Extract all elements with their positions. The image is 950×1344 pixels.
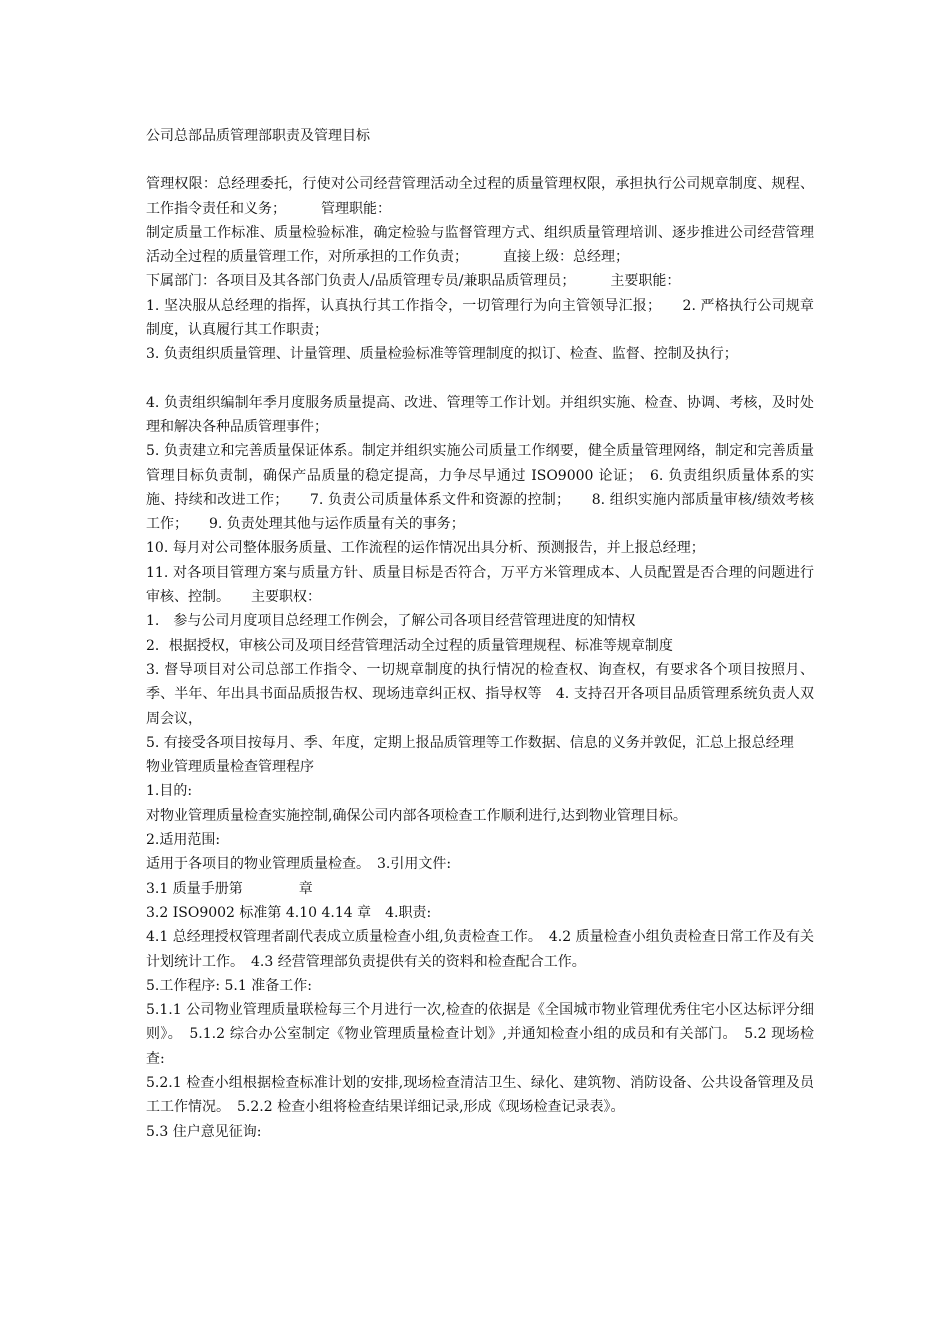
procedure-purpose-heading: 1.目的: [146, 783, 193, 800]
paragraph-power-3-4: 3. 督导项目对公司总部工作指令、一切规章制度的执行情况的检查权、询查权，有要求各个项目按照月、季、半年、年出具书面品质报告权、现场违章纠正权、指导权等 4. 支持召开各项目品质管理系统负责人双周会议， [146, 661, 814, 727]
procedure-workflow-heading: 5.工作程序: 5.1 准备工作: [146, 977, 312, 994]
procedure-scope-heading: 2.适用范围: [146, 832, 221, 849]
procedure-purpose-text: 对物业管理质量检查实施控制,确保公司内部各项检查工作顺利进行,达到物业管理目标。 [146, 807, 687, 824]
procedure-heading: 物业管理质量检查管理程序 [146, 759, 314, 776]
paragraph-power-2: 2．根据授权，审核公司及项目经营管理活动全过程的质量管理规程、标准等规章制度 [146, 637, 673, 654]
paragraph-duty-5-9: 5. 负责建立和完善质量保证体系。制定并组织实施公司质量工作纲要，健全质量管理网络，制定和完善质量管理目标负责制，确保产品质量的稳定提高，力争尽早通过 ISO9000 论证； 6. 负责组织质量体系的实施、持续和改进工作； 7. 负责公司质量体系文件和资源的控制； 8. 组织实施内部质量审核/绩效考核工作； 9. 负责处理其他与运作质量有关的事务； [146, 443, 814, 533]
document-title: 公司总部品质管理部职责及管理目标 [146, 128, 370, 144]
procedure-scope-text: 适用于各项目的物业管理质量检查。 3.引用文件: [146, 856, 452, 873]
procedure-responsibilities: 4.1 总经理授权管理者副代表成立质量检查小组,负责检查工作。 4.2 质量检查小组负责检查日常工作及有关计划统计工作。 4.3 经营管理部负责提供有关的资料和检查配合工作。 [146, 929, 814, 970]
paragraph-duty-10: 10. 每月对公司整体服务质量、工作流程的运作情况出具分析、预测报告，并上报总经理； [146, 540, 705, 557]
procedure-step-5-1: 5.1.1 公司物业管理质量联检每三个月进行一次,检查的依据是《全国城市物业管理优秀住宅小区达标评分细则》。 5.1.2 综合办公室制定《物业管理质量检查计划》,并通知检查小组的成员和有关部门。 5.2 现场检查: [146, 1002, 814, 1067]
document-page [146, 124, 814, 1144]
paragraph-subordinates: 下属部门：各项目及其各部门负责人/品质管理专员/兼职品质管理员； 主要职能： [146, 273, 681, 290]
procedure-ref-3-1: 3.1 质量手册第 章 [146, 880, 313, 897]
procedure-step-5-2: 5.2.1 检查小组根据检查标准计划的安排,现场检查清洁卫生、绿化、建筑物、消防设备、公共设备管理及员工工作情况。 5.2.2 检查小组将检查结果详细记录,形成《现场检查记录表》。 [146, 1074, 814, 1116]
paragraph-power-5: 5. 有接受各项目按每月、季、年度，定期上报品质管理等工作数据、信息的义务并敦促，汇总上报总经理 [146, 734, 794, 751]
paragraph-authority: 管理权限：总经理委托，行使对公司经营管理活动全过程的质量管理权限，承担执行公司规章制度、规程、工作指令责任和义务； 管理职能： [146, 176, 814, 217]
paragraph-duty-3: 3. 负责组织质量管理、计量管理、质量检验标准等管理制度的拟订、检查、监督、控制及执行； [146, 346, 738, 363]
procedure-step-5-3: 5.3 住户意见征询: [146, 1123, 262, 1140]
paragraph-duty-4: 4. 负责组织编制年季月度服务质量提高、改进、管理等工作计划。并组织实施、检查、协调、考核，及时处理和解决各种品质管理事件； [146, 394, 814, 435]
paragraph-duty-11: 11. 对各项目管理方案与质量方针、质量目标是否符合，万平方米管理成本、人员配置是否合理的问题进行审核、控制。 主要职权： [146, 564, 814, 606]
paragraph-duty-1-2: 1. 坚决服从总经理的指挥，认真执行其工作指令，一切管理行为向主管领导汇报； 2. 严格执行公司规章制度，认真履行其工作职责； [146, 297, 814, 339]
paragraph-power-1: 1. 参与公司月度项目总经理工作例会，了解公司各项目经营管理进度的知情权 [146, 613, 636, 630]
procedure-ref-3-2: 3.2 ISO9002 标准第 4.10 4.14 章 4.职责: [146, 904, 432, 921]
paragraph-functions: 制定质量工作标准、质量检验标准，确定检验与监督管理方式、组织质量管理培训、逐步推进公司经营管理活动全过程的质量管理工作，对所承担的工作负责； 直接上级：总经理； [146, 224, 814, 266]
blank-line [146, 367, 814, 391]
